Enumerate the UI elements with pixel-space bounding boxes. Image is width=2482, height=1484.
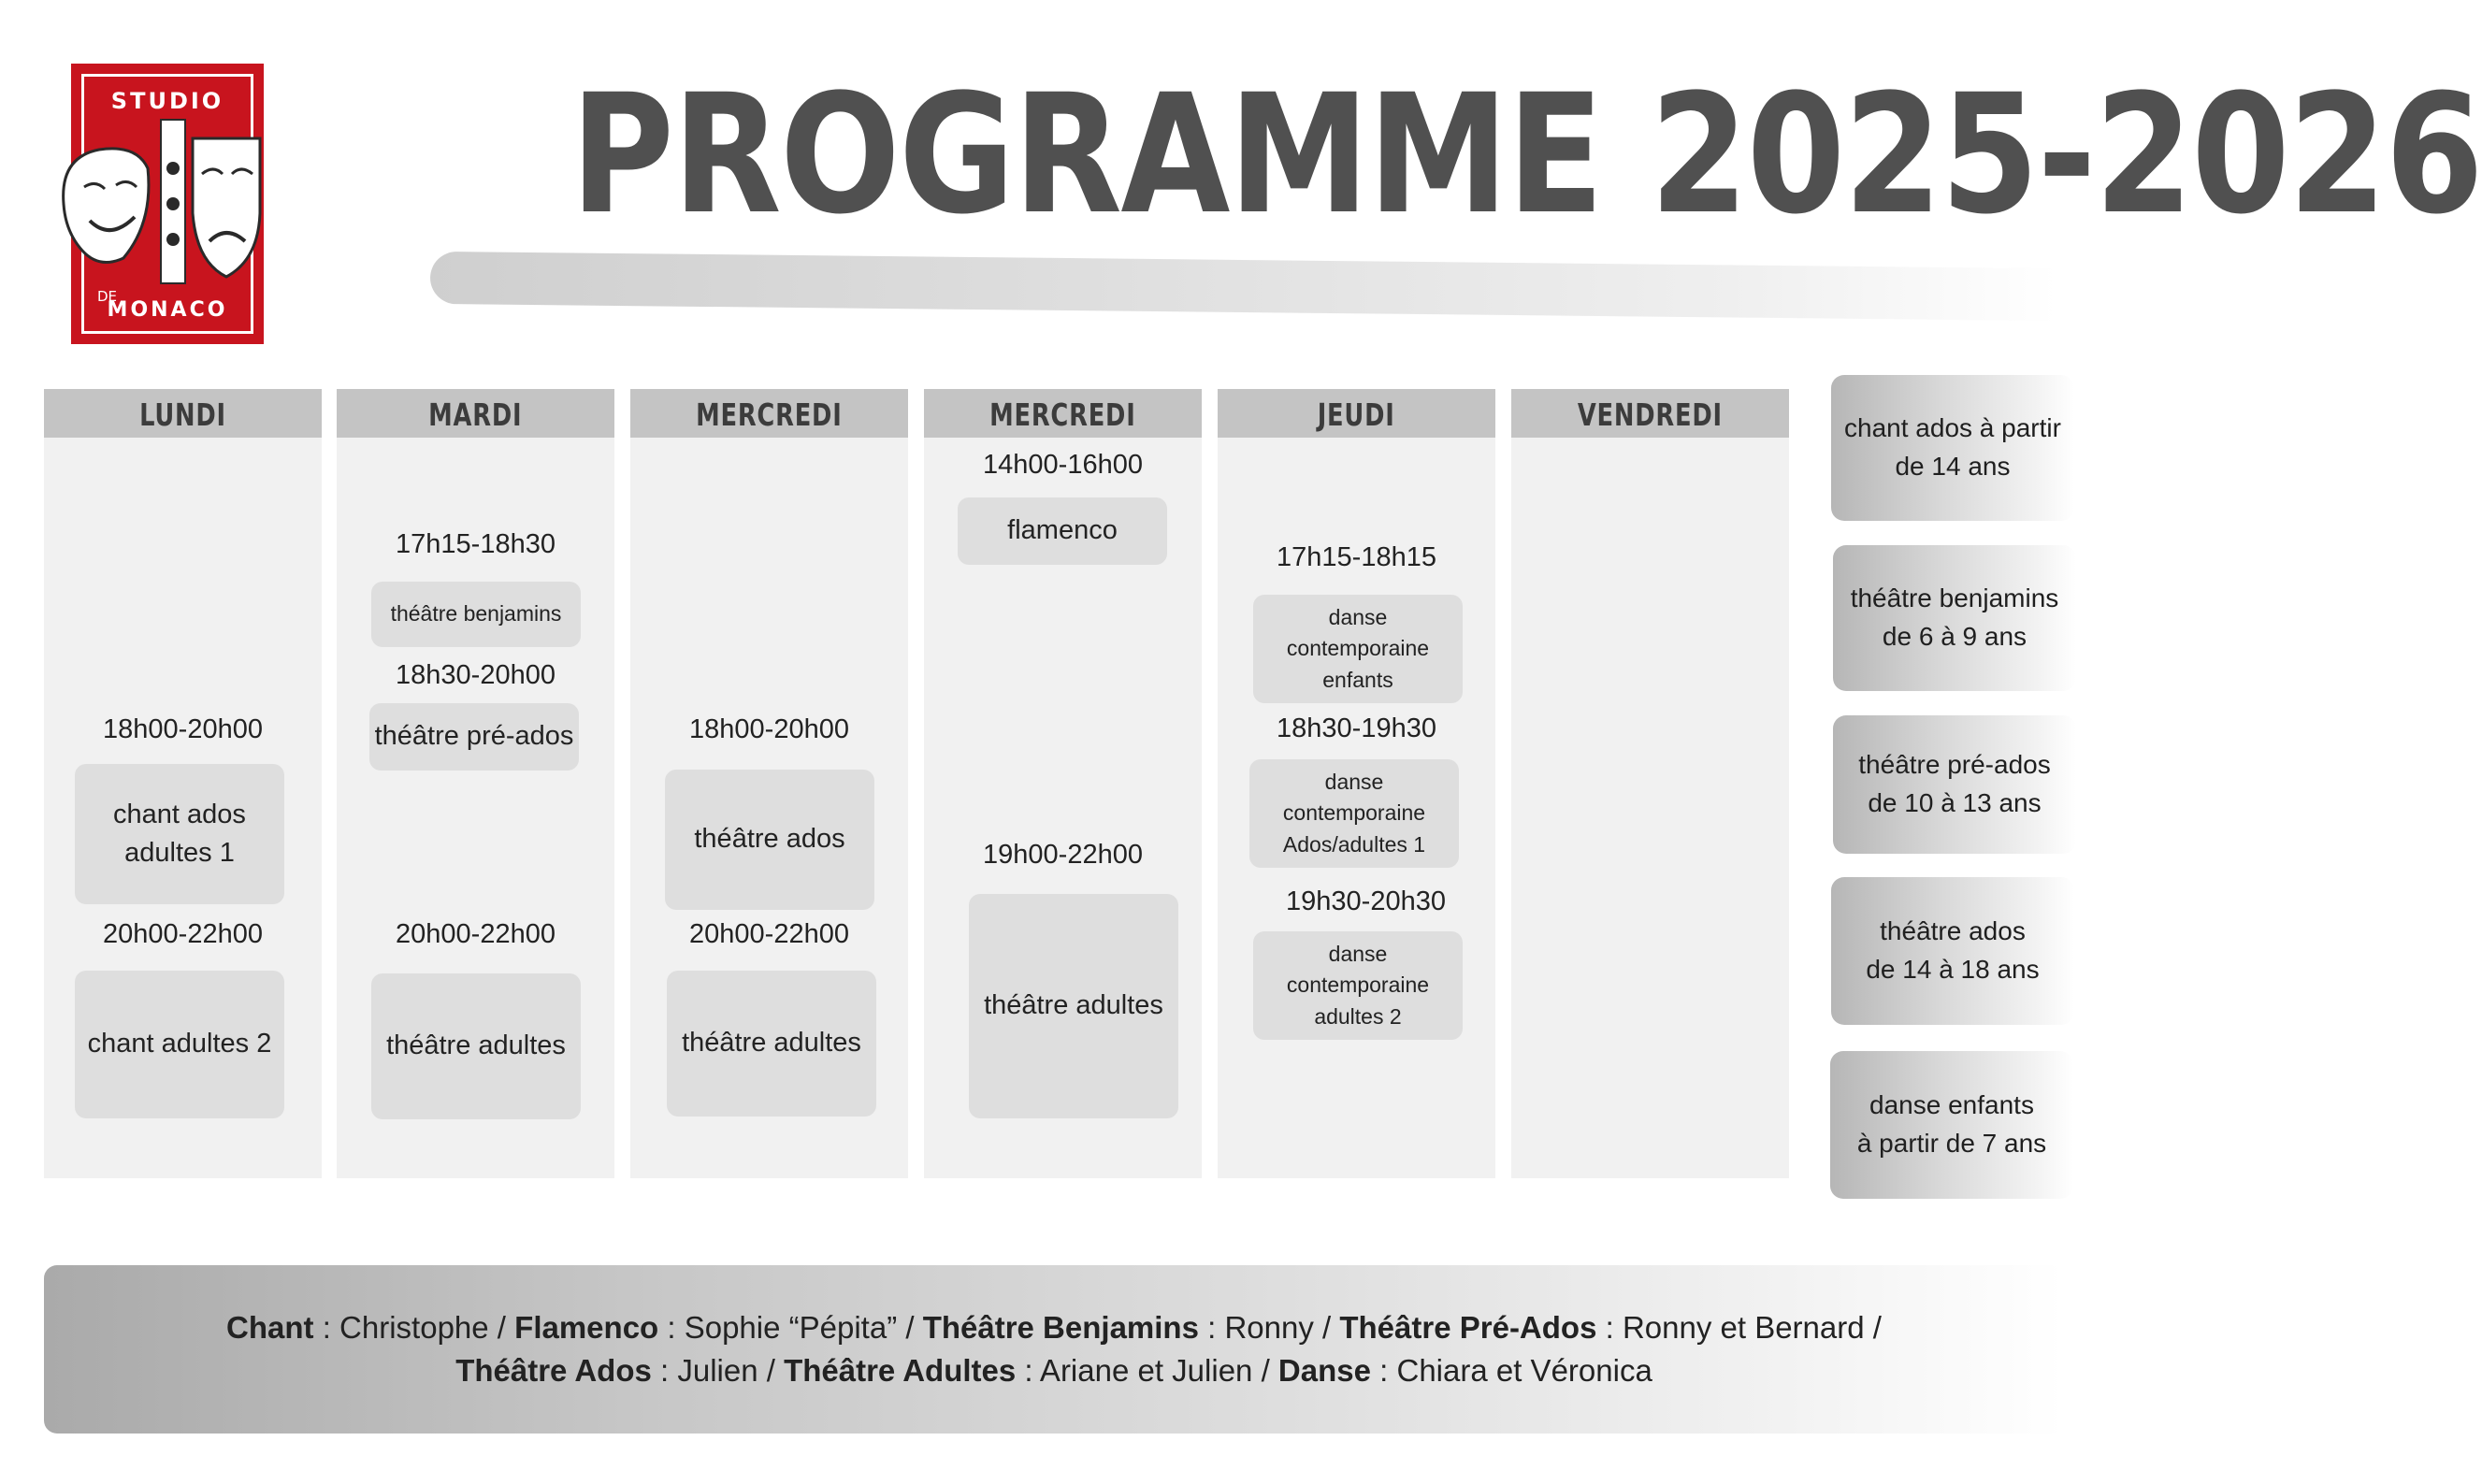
card-line: théâtre benjamins <box>1850 584 2059 613</box>
teacher-discipline: Théâtre Pré-Ados <box>1339 1310 1597 1346</box>
logo-text-de: DE <box>97 288 118 305</box>
teachers-line-2 <box>455 1349 1652 1392</box>
teachers-line-1 <box>226 1306 1882 1349</box>
session-time: 17h15-18h15 <box>1277 542 1436 572</box>
session-danse-contemporaine-adultes-2[interactable]: danse contemporaine adultes 2 <box>1253 931 1463 1040</box>
info-card-chant-ados <box>1831 375 2074 521</box>
teacher-discipline: Flamenco <box>514 1310 659 1346</box>
session-time: 17h15-18h30 <box>396 529 556 559</box>
day-header: MARDI <box>337 389 614 438</box>
teacher-discipline: Danse <box>1277 1353 1371 1388</box>
teacher-names: : Sophie “Pépita” / <box>658 1310 923 1346</box>
logo-text-monaco: MONACO <box>107 298 228 322</box>
session-theatre-benjamins[interactable]: théâtre benjamins <box>371 582 581 647</box>
teacher-discipline: Théâtre Benjamins <box>922 1310 1199 1346</box>
day-header: VENDREDI <box>1511 389 1789 438</box>
day-column-lundi <box>44 389 322 1178</box>
teacher-names: : Chiara et Véronica <box>1370 1353 1652 1388</box>
page-title: PROGRAMME 2025-2026 <box>570 59 2482 251</box>
session-time: 19h30-20h30 <box>1286 886 1446 916</box>
teacher-names: : Ronny / <box>1198 1310 1340 1346</box>
info-card-theatre-benjamins <box>1833 545 2076 691</box>
info-card-theatre-pre-ados <box>1833 715 2076 854</box>
title-brush-underline <box>430 252 2057 321</box>
session-danse-contemporaine-enfants[interactable]: danse contemporaine enfants <box>1253 595 1463 703</box>
studio-logo <box>71 64 264 344</box>
card-line: de 14 à 18 ans <box>1866 955 2040 984</box>
theatre-masks-icon <box>43 101 267 288</box>
session-theatre-adultes[interactable]: théâtre adultes <box>371 973 581 1119</box>
session-theatre-adultes[interactable]: théâtre adultes <box>969 894 1178 1118</box>
session-flamenco[interactable]: flamenco <box>958 497 1167 565</box>
teacher-names: : Christophe / <box>313 1310 515 1346</box>
teacher-discipline: Théâtre Ados <box>455 1353 652 1388</box>
day-header: JEUDI <box>1218 389 1495 438</box>
card-line: à partir de 7 ans <box>1856 1129 2047 1158</box>
info-card-danse-enfants <box>1830 1051 2073 1199</box>
card-line: de 6 à 9 ans <box>1882 622 2027 651</box>
day-column-mardi <box>337 389 614 1178</box>
session-time: 18h00-20h00 <box>103 714 263 744</box>
card-line: théâtre pré-ados <box>1858 750 2051 780</box>
day-header: MERCREDI <box>630 389 908 438</box>
teacher-names: : Julien / <box>651 1353 785 1388</box>
session-chant-ados-adultes-1[interactable]: chant ados adultes 1 <box>75 764 284 904</box>
session-danse-contemporaine-ados-adultes-1[interactable]: danse contemporaine Ados/adultes 1 <box>1249 759 1459 868</box>
session-theatre-pre-ados[interactable]: théâtre pré-ados <box>369 703 579 771</box>
session-time: 18h30-19h30 <box>1277 713 1436 743</box>
teacher-names: : Ronny et Bernard / <box>1596 1310 1882 1346</box>
session-time: 20h00-22h00 <box>396 919 556 949</box>
card-line: théâtre ados <box>1880 916 2026 946</box>
card-line: danse enfants <box>1869 1090 2034 1120</box>
day-column-vendredi <box>1511 389 1789 1178</box>
session-time: 18h00-20h00 <box>689 714 849 744</box>
card-line: de 10 à 13 ans <box>1868 788 2042 817</box>
card-line: de 14 ans <box>1895 452 2011 481</box>
session-chant-adultes-2[interactable]: chant adultes 2 <box>75 971 284 1118</box>
session-time: 14h00-16h00 <box>983 450 1143 480</box>
day-column-mercredi-1 <box>630 389 908 1178</box>
session-time: 19h00-22h00 <box>983 840 1143 870</box>
session-time: 20h00-22h00 <box>103 919 263 949</box>
teachers-footer <box>44 1265 2064 1434</box>
teacher-discipline: Théâtre Adultes <box>784 1353 1017 1388</box>
day-column-mercredi-2 <box>924 389 1202 1178</box>
session-time: 20h00-22h00 <box>689 919 849 949</box>
day-header: MERCREDI <box>924 389 1202 438</box>
session-time: 18h30-20h00 <box>396 660 556 690</box>
session-theatre-adultes[interactable]: théâtre adultes <box>667 971 876 1117</box>
teacher-discipline: Chant <box>226 1310 314 1346</box>
logo-text-studio: STUDIO <box>110 88 224 114</box>
info-card-theatre-ados <box>1831 877 2074 1025</box>
day-column-jeudi <box>1218 389 1495 1178</box>
teacher-names: : Ariane et Julien / <box>1016 1353 1278 1388</box>
session-theatre-ados[interactable]: théâtre ados <box>665 770 874 910</box>
day-header: LUNDI <box>44 389 322 438</box>
card-line: chant ados à partir <box>1844 413 2061 443</box>
